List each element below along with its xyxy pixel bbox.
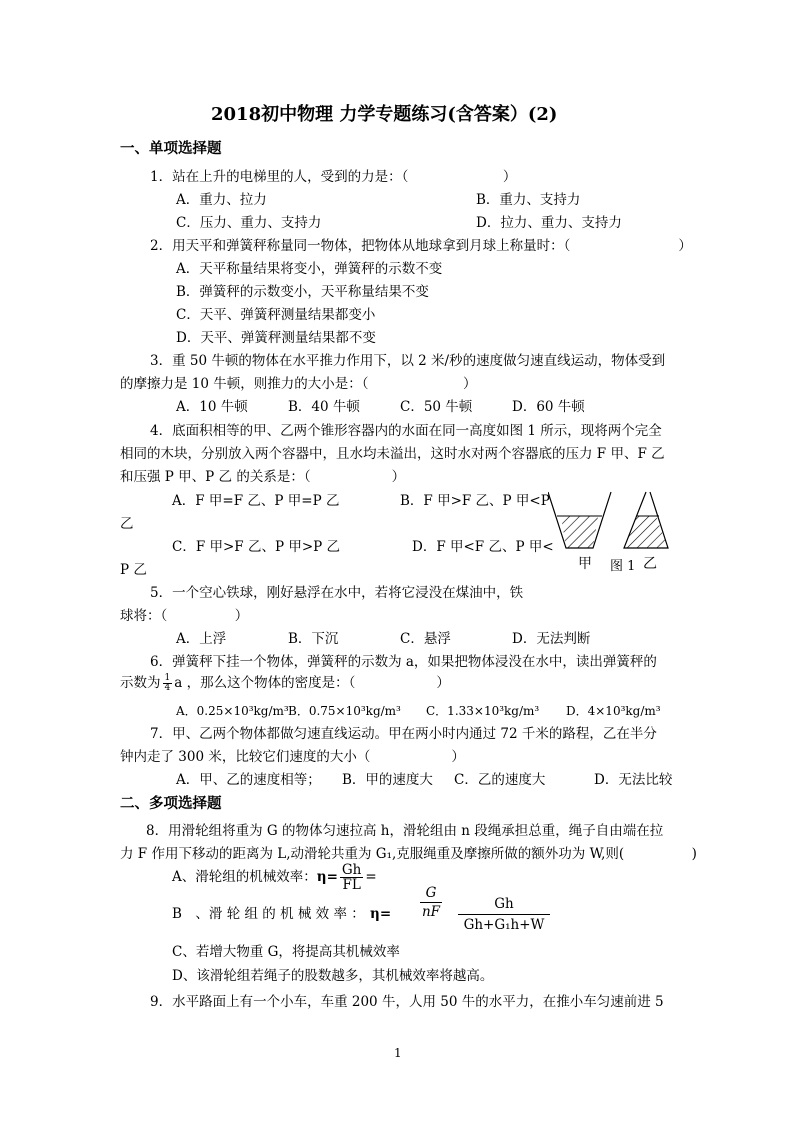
q2-option-a: A．天平称量结果将变小，弹簧秤的示数不变 bbox=[176, 261, 443, 277]
q5-option-c: C．悬浮 bbox=[400, 631, 451, 647]
equals-sign: = bbox=[365, 869, 377, 885]
eta-symbol: η= bbox=[370, 906, 392, 922]
q4-option-d: D．F 甲<F 乙、P 甲< bbox=[412, 539, 554, 555]
question-4-line-1: 4．底面积相等的甲、乙两个锥形容器内的水面在同一高度如图 1 所示，现将两个完全 bbox=[150, 423, 662, 439]
q1-option-c: C．压力、重力、支持力 bbox=[176, 215, 322, 231]
q8-option-a-label: A、滑轮组的机械效率： bbox=[172, 869, 317, 885]
q4-option-a: A．F 甲=F 乙、P 甲=P 乙 bbox=[172, 493, 340, 509]
q1-option-b: B．重力、支持力 bbox=[476, 192, 581, 208]
q5-option-d: D．无法判断 bbox=[512, 631, 591, 647]
fraction-gh-over-fl bbox=[340, 863, 363, 892]
q6-line-2-suffix: a ，那么这个物体的密度是：（ ） bbox=[174, 675, 450, 691]
q4-option-d-wrap: P 乙 bbox=[120, 562, 147, 578]
q5-option-a: A．上浮 bbox=[176, 631, 227, 647]
question-7-line-1: 7．甲、乙两个物体都做匀速直线运动。甲在两小时内通过 72 千米的路程，乙在半分 bbox=[150, 726, 657, 742]
question-5-line-1: 5．一个空心铁球，刚好悬浮在水中，若将它浸没在煤油中，铁 bbox=[150, 585, 524, 601]
figure-label-yi: 乙 bbox=[643, 556, 657, 572]
question-5-line-2: 球将：（ ） bbox=[120, 608, 249, 624]
container-yi-icon bbox=[624, 492, 668, 548]
q1-option-d: D．拉力、重力、支持力 bbox=[476, 215, 622, 231]
fraction-denominator: Gh+G₁h+W bbox=[463, 917, 545, 933]
q8-option-c: C、若增大物重 G，将提高其机械效率 bbox=[172, 944, 400, 960]
q7-option-c: C．乙的速度大 bbox=[454, 772, 546, 788]
q7-option-b: B．甲的速度大 bbox=[342, 772, 433, 788]
q6-option-d: D．4×10³kg/m³ bbox=[566, 704, 661, 718]
figure-label-jia: 甲 bbox=[578, 556, 592, 572]
question-3-line-2: 的摩擦力是 10 牛顿，则推力的大小是：（ ） bbox=[120, 376, 477, 392]
question-9-line-1: 9．水平路面上有一个小车，车重 200 牛，人用 50 牛的水平力，在推小车匀速前进 5 bbox=[150, 994, 664, 1010]
fraction-numerator: Gh bbox=[458, 894, 550, 915]
q7-option-a: A．甲、乙的速度相等； bbox=[176, 772, 321, 788]
q8-option-a bbox=[172, 863, 377, 892]
question-8-line-2: 力 F 作用下移动的距离为 L,动滑轮共重为 G₁,克服绳重及摩擦所做的额外功为 W,则( ) bbox=[120, 846, 697, 862]
q7-option-d: D．无法比较 bbox=[594, 772, 673, 788]
q3-option-d: D．60 牛顿 bbox=[512, 399, 585, 415]
q6-option-c: C．1.33×10³kg/m³ bbox=[426, 704, 540, 718]
fraction-efficiency-with-extra-work bbox=[458, 894, 550, 935]
section-heading-single-choice: 一、单项选择题 bbox=[120, 140, 222, 157]
q5-option-b: B．下沉 bbox=[288, 631, 339, 647]
q6-option-a: A．0.25×10³kg/m³ bbox=[176, 704, 289, 718]
eta-symbol: η= bbox=[316, 869, 338, 885]
q6-option-b: B．0.75×10³kg/m³ bbox=[288, 704, 401, 718]
q4-option-b: B．F 甲>F 乙、P 甲<P bbox=[400, 493, 550, 509]
q3-option-b: B．40 牛顿 bbox=[288, 399, 360, 415]
q4-option-b-wrap: 乙 bbox=[120, 516, 134, 532]
fraction-one-quarter bbox=[163, 674, 173, 693]
q1-option-a: A．重力、拉力 bbox=[176, 192, 267, 208]
fraction-numerator: 1 bbox=[164, 673, 171, 683]
q3-option-c: C．50 牛顿 bbox=[400, 399, 473, 415]
question-6-line-2 bbox=[120, 674, 450, 693]
figure-caption: 图 1 bbox=[610, 559, 636, 574]
q6-line-2-prefix: 示数为 bbox=[120, 675, 161, 691]
container-jia-icon bbox=[548, 492, 611, 548]
q4-option-c: C．F 甲>F 乙、P 甲>P 乙 bbox=[172, 539, 341, 555]
q2-option-b: B．弹簧秤的示数变小，天平称量结果不变 bbox=[176, 284, 429, 300]
fraction-g-over-nf bbox=[420, 884, 442, 921]
q8-option-d: D、该滑轮组若绳子的股数越多，其机械效率将越高。 bbox=[172, 968, 494, 984]
fraction-numerator: Gh bbox=[341, 862, 362, 878]
question-8-line-1: 8．用滑轮组将重为 G 的物体匀速拉高 h，滑轮组由 n 段绳承担总重，绳子自由端在拉 bbox=[146, 823, 664, 839]
question-1-stem: 1．站在上升的电梯里的人，受到的力是：（ ） bbox=[150, 169, 517, 185]
question-4-line-2: 相同的木块，分别放入两个容器中，且水均未溢出，这时水对两个容器底的压力 F 甲、F 乙 bbox=[120, 446, 665, 462]
q2-option-c: C．天平、弹簧秤测量结果都变小 bbox=[176, 307, 376, 323]
question-4-line-3: 和压强 P 甲、P 乙 的关系是：（ ） bbox=[120, 469, 406, 485]
fraction-denominator: 4 bbox=[164, 683, 171, 693]
fraction-numerator: G bbox=[420, 884, 442, 903]
q3-option-a: A．10 牛顿 bbox=[176, 399, 248, 415]
question-2-stem: 2．用天平和弹簧秤称量同一物体，把物体从地球拿到月球上称量时：（ ） bbox=[150, 238, 692, 254]
q8-option-b-label: B 、滑 轮 组 的 机 械 效 率 ： bbox=[172, 906, 365, 922]
page-title: 2018初中物理 力学专题练习(含答案）(2) bbox=[211, 104, 558, 125]
fraction-denominator: nF bbox=[421, 904, 441, 920]
question-7-line-2: 钟内走了 300 米，比较它们速度的大小（ ） bbox=[120, 749, 465, 765]
question-6-line-1: 6．弹簧秤下挂一个物体，弹簧秤的示数为 a，如果把物体浸没在水中，读出弹簧秤的 bbox=[150, 654, 657, 670]
question-3-line-1: 3．重 50 牛顿的物体在水平推力作用下，以 2 米/秒的速度做匀速直线运动，物体受到 bbox=[150, 353, 666, 369]
page-number: 1 bbox=[394, 1046, 402, 1060]
fraction-denominator: FL bbox=[342, 877, 361, 893]
q2-option-d: D．天平、弹簧秤测量结果都不变 bbox=[176, 330, 376, 346]
section-heading-multiple-choice: 二、多项选择题 bbox=[120, 795, 222, 812]
